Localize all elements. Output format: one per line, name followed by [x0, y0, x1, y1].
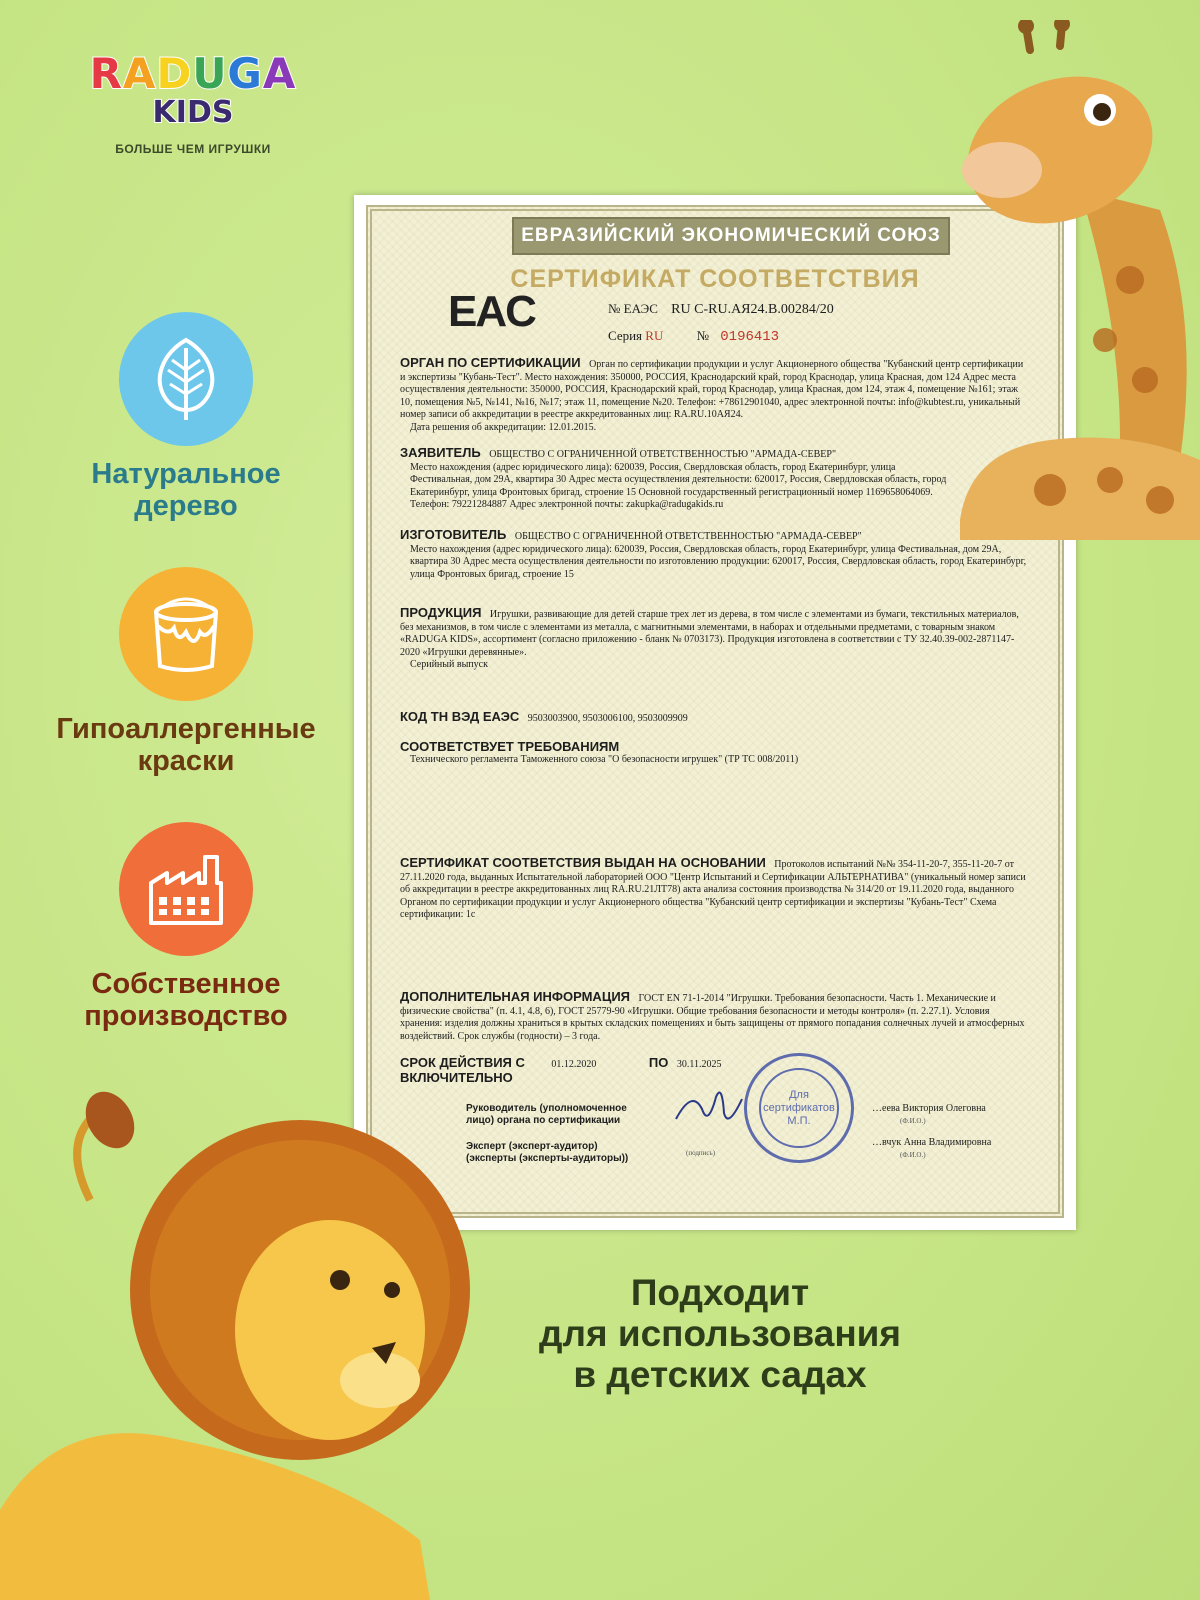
- stamp-text: Для: [789, 1088, 809, 1101]
- paint-bucket-icon: [144, 592, 228, 676]
- section-requirements: [400, 741, 1028, 766]
- handwritten-signature: [672, 1079, 752, 1139]
- certificate-number: [608, 301, 834, 318]
- series-value: RU: [645, 328, 664, 343]
- feature-own-production: [36, 822, 336, 1032]
- leaf-icon: [146, 334, 226, 424]
- validity-inclusive: ВКЛЮЧИТЕЛЬНО: [400, 1069, 513, 1085]
- serial-label: №: [696, 328, 710, 343]
- giraffe-illustration: [930, 20, 1200, 540]
- label-line: Эксперт (эксперт-аудитор): [466, 1141, 598, 1152]
- brand-logo: [88, 49, 298, 156]
- section-text: 9503003900, 9503006100, 9503009909: [527, 713, 688, 724]
- section-heading: ИЗГОТОВИТЕЛЬ: [400, 527, 507, 542]
- logo-letter: A: [262, 49, 297, 98]
- validity-to-label: ПО: [648, 1055, 669, 1070]
- feature-natural-wood: [36, 312, 336, 522]
- feature-label: [36, 968, 336, 1032]
- logo-top-text: [88, 49, 298, 98]
- validity-from: 01.12.2020: [551, 1059, 597, 1070]
- logo-letter: U: [192, 49, 228, 98]
- section-heading: КОД ТН ВЭД ЕАЭС: [400, 709, 520, 724]
- section-text: Место нахождения (адрес юридического лица): 620039, Россия, Свердловская область, город Екатеринбург, улица Фестивальная, дом 29А, квартира 30 Адрес места осуществления деятельности по изготовлению продукции: 620017, Россия, Свердловская область, город Екатеринбург, улица Фронтовых бригад, строение 15: [410, 543, 1027, 580]
- fio-caption: (Ф.И.О.): [900, 1151, 926, 1159]
- serial-value: 0196413: [720, 329, 780, 345]
- label-line: (эксперты (эксперты-аудиторы)): [466, 1153, 629, 1164]
- logo-letter: G: [227, 49, 263, 98]
- feature-icon-circle: [119, 567, 253, 701]
- feature-label-line1: Натуральное: [91, 458, 281, 490]
- section-additional-info: [400, 991, 1028, 1043]
- feature-label-line1: Гипоаллергенные: [56, 713, 316, 745]
- lion-illustration: [0, 1080, 500, 1600]
- factory-icon: [143, 849, 229, 929]
- eac-mark: EAC: [448, 287, 535, 336]
- expert-name: …вчук Анна Владимировна: [872, 1137, 992, 1148]
- section-hs-code: [400, 711, 1028, 726]
- section-name: ОБЩЕСТВО С ОГРАНИЧЕННОЙ ОТВЕТСТВЕННОСТЬЮ "АРМАДА-СЕВЕР": [514, 531, 862, 542]
- certificate-banner: ЕВРАЗИЙСКИЙ ЭКОНОМИЧЕСКИЙ СОЮЗ: [512, 217, 950, 255]
- stamp-text: М.П.: [787, 1114, 811, 1127]
- section-text: Серийный выпуск: [410, 659, 488, 670]
- feature-label: [19, 713, 353, 777]
- label-line: лицо) органа по сертификации: [466, 1115, 621, 1126]
- certification-stamp: [744, 1053, 854, 1163]
- feature-label-line1: Собственное: [91, 968, 281, 1000]
- logo-letter: R: [89, 49, 123, 98]
- validity-to: 30.11.2025: [676, 1059, 722, 1070]
- section-basis: [400, 857, 1028, 922]
- feature-label-line2: производство: [84, 1000, 288, 1032]
- logo-bottom-text: KIDS: [152, 95, 234, 130]
- series-label: Серия: [608, 328, 643, 343]
- section-name: ОБЩЕСТВО С ОГРАНИЧЕННОЙ ОТВЕТСТВЕННОСТЬЮ "АРМАДА-СЕВЕР": [489, 449, 837, 460]
- section-text: Дата решения об аккредитации: 12.01.2015.: [410, 421, 597, 433]
- number-value: RU C-RU.АЯ24.В.00284/20: [671, 302, 834, 317]
- section-text: ГОСТ EN 71-1-2014 "Игрушки. Требования безопасности. Часть 1. Механические и физические свойства" (п. 4.1, 4.8, 6), ГОСТ 25779-90 «Игрушки. Общие требования безопасности и методы контроля» (п. 2.27.1). Условия хранения: изделия должны храниться в крытых складских помещениях и быть защищены от прямого попадания солнечных лучей и атмосферных воздействий. Срок службы (годности) – 3 года.: [400, 993, 1025, 1042]
- text-line: Подходит: [630, 1272, 810, 1313]
- feature-icon-circle: [119, 822, 253, 956]
- section-product: [400, 607, 1028, 672]
- section-applicant: [400, 447, 948, 512]
- stamp-text: сертификатов: [763, 1101, 835, 1114]
- section-heading: ОРГАН ПО СЕРТИФИКАЦИИ: [400, 355, 581, 370]
- section-heading: ЗАЯВИТЕЛЬ: [400, 445, 481, 460]
- feature-icon-circle: [119, 312, 253, 446]
- head-name: …еева Виктория Олеговна: [872, 1103, 986, 1114]
- feature-hypoallergenic-paint: [19, 567, 353, 777]
- fio-caption: (Ф.И.О.): [900, 1117, 926, 1125]
- feature-label: [36, 458, 336, 522]
- section-heading: ПРОДУКЦИЯ: [400, 605, 482, 620]
- section-heading: СООТВЕТСТВУЕТ ТРЕБОВАНИЯМ: [400, 739, 620, 754]
- feature-label-line2: краски: [137, 745, 235, 777]
- feature-label-line2: дерево: [134, 490, 238, 522]
- kindergarten-suitability-text: [490, 1272, 950, 1395]
- certificate-title: СЕРТИФИКАТ СООТВЕТСТВИЯ: [510, 265, 920, 293]
- certificate-series: [608, 328, 779, 345]
- signature-caption: (подпись): [686, 1149, 716, 1157]
- logo-letter: D: [156, 49, 193, 98]
- section-text: Место нахождения (адрес юридического лица): 620039, Россия, Свердловская область, город Екатеринбург, улица Фестивальная, дом 29А, квартира 30 Адрес места осуществления деятельности: 620017, Россия, Свердловская область, город Екатеринбург, улица Фронтовых бригад, строение 15 Основной государственный регистрационный номер 1169658064069. Телефон: 79221284887 Адрес электронной почты: zakupka@radugakids.ru: [410, 461, 947, 510]
- section-heading: ДОПОЛНИТЕЛЬНАЯ ИНФОРМАЦИЯ: [400, 989, 631, 1004]
- brand-tagline: БОЛЬШЕ ЧЕМ ИГРУШКИ: [115, 142, 271, 156]
- text-line: для использования: [538, 1313, 902, 1354]
- section-text: Игрушки, развивающие для детей старше трех лет из дерева, в том числе с элементами из бумаги, текстильных материалов, без механизмов, в том числе с элементами из металла, с магнитными элементами, в наборах и отдельными предметами, с товарным знаком «RADUGA KIDS», ассортимент (согласно приложению - бланк № 0703173). Продукция изготовлена в соответствии с ТУ 32.40.39-002-2871147-2020 «Игрушки деревянные».: [400, 609, 1019, 658]
- number-label: № ЕАЭС: [608, 301, 658, 316]
- section-text: Технического регламента Таможенного союза "О безопасности игрушек" (ТР ТС 008/2011): [410, 753, 799, 765]
- section-heading: СЕРТИФИКАТ СООТВЕТСТВИЯ ВЫДАН НА ОСНОВАНИИ: [400, 855, 766, 870]
- section-text: Протоколов испытаний №№ 354-11-20-7, 355-11-20-7 от 27.11.2020 года, выданных Испытательной лабораторией ООО "Центр Испытаний и Сертификации АЛЬТЕРНАТИВА" (уникальный номер записи об аккредитации в реестре аккредитованных лиц RA.RU.21ЛТ78) акта анализа состояния производства № 314/20 от 19.11.2020 года, выданного Органом по сертификации продукции и услуг Акционерного общества "Кубанский центр сертификации и экспертизы "Кубань-Тест" Схема сертификации: 1с: [400, 859, 1026, 920]
- section-heading: СРОК ДЕЙСТВИЯ С: [400, 1055, 525, 1070]
- label-line: Руководитель (уполномоченное: [466, 1103, 627, 1114]
- logo-letter: A: [122, 49, 157, 98]
- section-text: Орган по сертификации продукции и услуг Акционерного общества "Кубанский центр сертификации и экспертизы "Кубань-Тест". Место нахождения: 350000, РОССИЯ, Краснодарский край, город Краснодар, улица Красная, дом 124 Адрес места осуществления деятельности: 350000, РОССИЯ, Краснодарский край, город Краснодар, улица Красная, дом 124, этаж 4, помещение №161; этаж 10, помещения №5, №141, №16, №17; этаж 11, помещение №20. Телефон: +78612901040, адрес электронной почты: info@kubtest.ru, уникальный номер записи об аккредитации в реестре аккредитованных лиц: RA.RU.10АЯ24.: [400, 359, 1024, 420]
- text-line: в детских садах: [573, 1354, 867, 1395]
